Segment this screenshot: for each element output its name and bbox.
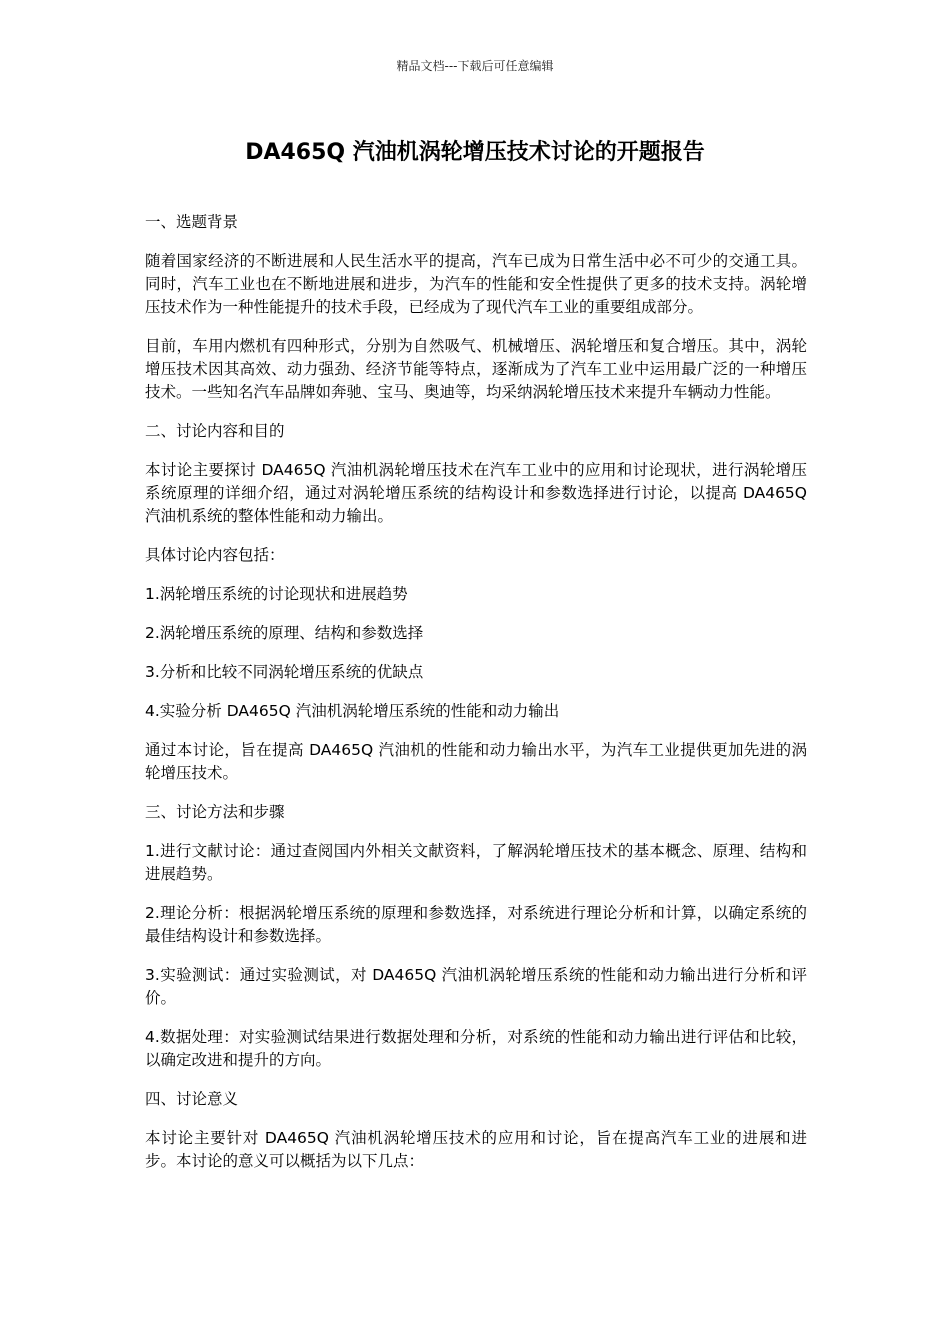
paragraph: 随着国家经济的不断进展和人民生活水平的提高，汽车已成为日常生活中必不可少的交通工具。同时，汽车工业也在不断地进展和进步，为汽车的性能和安全性提供了更多的技术支持。涡轮增压技术作为一种性能提升的技术手段，已经成为了现代汽车工业的重要组成部分。 [145,252,807,316]
paragraph: 具体讨论内容包括： [145,546,285,564]
section-heading-content-purpose: 二、讨论内容和目的 [145,422,285,440]
document-body [145,211,807,1189]
list-item: 3.实验测试：通过实验测试，对 DA465Q 汽油机涡轮增压系统的性能和动力输出进行分析和评价。 [145,966,807,1007]
paragraph: 本讨论主要针对 DA465Q 汽油机涡轮增压技术的应用和讨论，旨在提高汽车工业的进展和进步。本讨论的意义可以概括为以下几点： [145,1129,807,1170]
header-note: 精品文档---下载后可任意编辑 [396,59,554,73]
list-item: 2.涡轮增压系统的原理、结构和参数选择 [145,624,424,642]
section-heading-methods: 三、讨论方法和步骤 [145,803,285,821]
section-heading-background: 一、选题背景 [145,213,239,231]
paragraph: 本讨论主要探讨 DA465Q 汽油机涡轮增压技术在汽车工业中的应用和讨论现状，进行涡轮增压系统原理的详细介绍，通过对涡轮增压系统的结构设计和参数选择进行讨论，以提高 DA465Q 汽油机系统的整体性能和动力输出。 [145,461,807,525]
list-item: 4.实验分析 DA465Q 汽油机涡轮增压系统的性能和动力输出 [145,702,560,720]
list-item: 1.涡轮增压系统的讨论现状和进展趋势 [145,585,408,603]
list-item: 1.进行文献讨论：通过查阅国内外相关文献资料，了解涡轮增压技术的基本概念、原理、结构和进展趋势。 [145,842,807,883]
paragraph: 目前，车用内燃机有四种形式，分别为自然吸气、机械增压、涡轮增压和复合增压。其中，涡轮增压技术因其高效、动力强劲、经济节能等特点，逐渐成为了汽车工业中运用最广泛的一种增压技术。一些知名汽车品牌如奔驰、宝马、奥迪等，均采纳涡轮增压技术来提升车辆动力性能。 [145,337,807,401]
list-item: 3.分析和比较不同涡轮增压系统的优缺点 [145,663,424,681]
list-item: 2.理论分析：根据涡轮增压系统的原理和参数选择，对系统进行理论分析和计算，以确定系统的最佳结构设计和参数选择。 [145,904,807,945]
section-heading-significance: 四、讨论意义 [145,1090,239,1108]
document-title: DA465Q 汽油机涡轮增压技术讨论的开题报告 [245,140,705,165]
paragraph: 通过本讨论，旨在提高 DA465Q 汽油机的性能和动力输出水平，为汽车工业提供更加先进的涡轮增压技术。 [145,741,807,782]
list-item: 4.数据处理：对实验测试结果进行数据处理和分析，对系统的性能和动力输出进行评估和比较，以确定改进和提升的方向。 [145,1028,807,1069]
